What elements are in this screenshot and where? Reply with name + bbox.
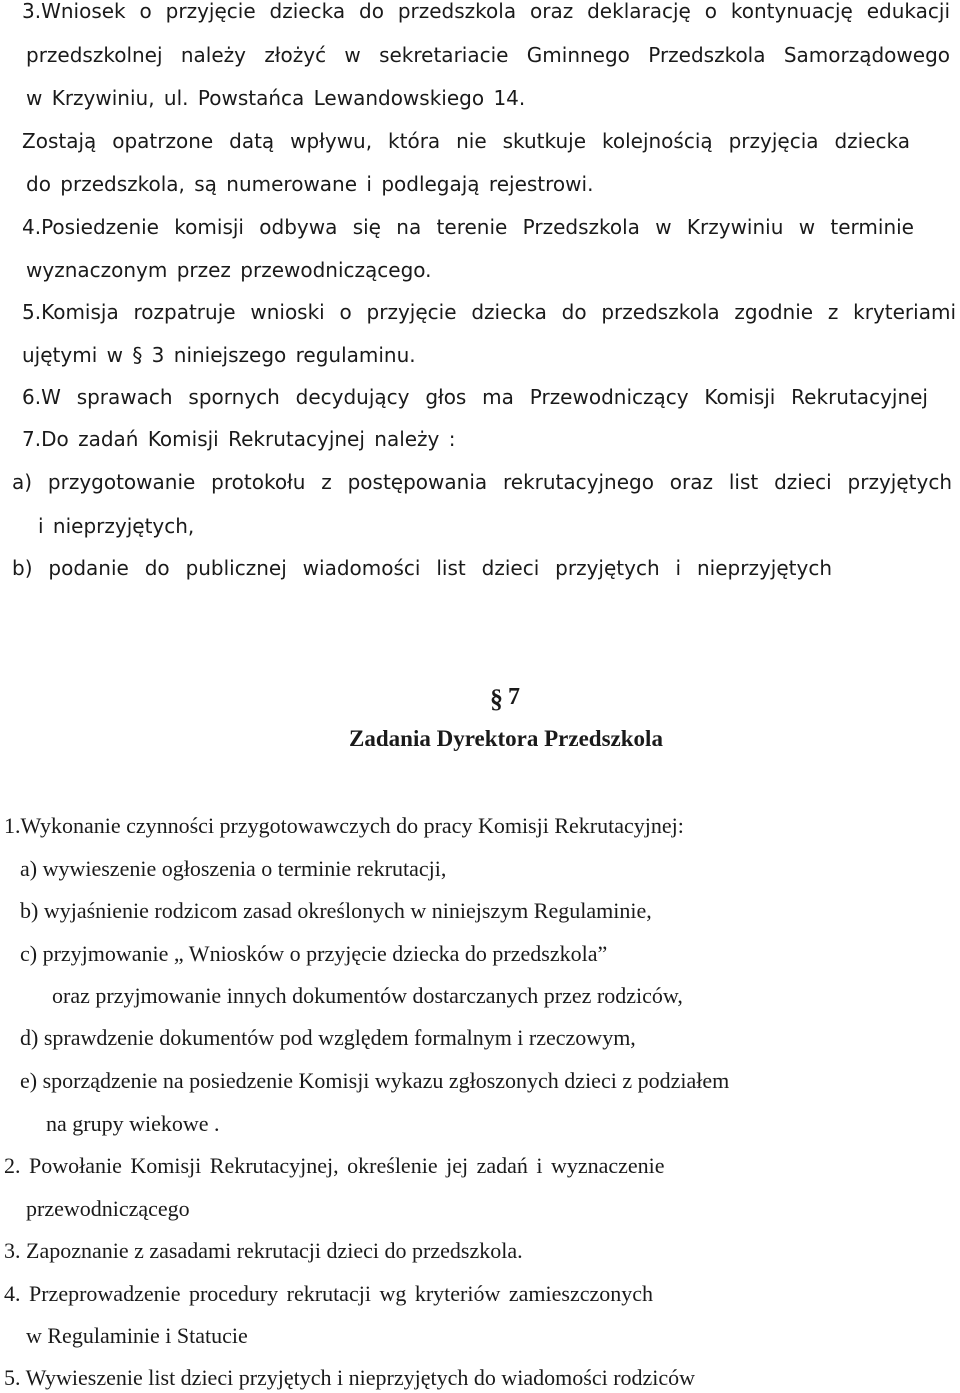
item5-line1: 5.Komisja rozpatruje wnioski o przyjęcie dziecka do przedszkola zgodnie z kryteriami <box>22 300 956 324</box>
b-item1-d: d) sprawdzenie dokumentów pod względem formalnym i rzeczowym, <box>20 1025 636 1050</box>
b-item2-line1: 2. Powołanie Komisji Rekrutacyjnej, określenie jej zadań i wyznaczenie <box>4 1153 665 1178</box>
item3-line4: Zostają opatrzone datą wpływu, która nie skutkuje kolejnością przyjęcia dziecka <box>22 129 910 153</box>
item3-line2: przedszkolnej należy złożyć w sekretariacie Gminnego Przedszkola Samorządowego <box>26 43 950 67</box>
b-item1-e-line2: na grupy wiekowe . <box>46 1111 220 1136</box>
item7-line1: 7.Do zadań Komisji Rekrutacyjnej należy : <box>22 427 456 451</box>
b-item1-c-line1: c) przyjmowanie „ Wniosków o przyjęcie dziecka do przedszkola” <box>20 941 608 966</box>
b-item2-line2: przewodniczącego <box>26 1196 190 1221</box>
item4-line1: 4.Posiedzenie komisji odbywa się na terenie Przedszkola w Krzywiniu w terminie <box>22 215 914 239</box>
item4-line2: wyznaczonym przez przewodniczącego. <box>26 258 432 282</box>
item3-line3: w Krzywiniu, ul. Powstańca Lewandowskiego 14. <box>26 86 526 110</box>
b-item4-line2: w Regulaminie i Statucie <box>26 1323 248 1348</box>
item3-line1: 3.Wniosek o przyjęcie dziecka do przedszkola oraz deklarację o kontynuację edukacji <box>22 0 950 23</box>
b-item1-c-line2: oraz przyjmowanie innych dokumentów dostarczanych przez rodziców, <box>52 983 683 1008</box>
b-item4-line1: 4. Przeprowadzenie procedury rekrutacji wg kryteriów zamieszczonych <box>4 1281 653 1306</box>
b-item1-line1: 1.Wykonanie czynności przygotowawczych do pracy Komisji Rekrutacyjnej: <box>4 813 684 838</box>
item7-a-line2: i nieprzyjętych, <box>38 514 195 538</box>
b-item5: 5. Wywieszenie list dzieci przyjętych i nieprzyjętych do wiadomości rodziców <box>4 1365 696 1390</box>
section-number: 7 <box>508 684 520 710</box>
item6: 6.W sprawach spornych decydujący głos ma Przewodniczący Komisji Rekrutacyjnej <box>22 385 928 409</box>
item7-b-line1: b) podanie do publicznej wiadomości list dzieci przyjętych i nieprzyjętych <box>12 556 832 580</box>
section-sign: § <box>490 684 503 713</box>
item7-a-line1: a) przygotowanie protokołu z postępowania rekrutacyjnego oraz list dzieci przyjętych <box>12 470 952 494</box>
section-title: Zadania Dyrektora Przedszkola <box>349 726 663 751</box>
b-item3: 3. Zapoznanie z zasadami rekrutacji dzieci do przedszkola. <box>4 1238 523 1263</box>
b-item1-a: a) wywieszenie ogłoszenia o terminie rekrutacji, <box>20 856 447 881</box>
item3-line5: do przedszkola, są numerowane i podlegają rejestrowi. <box>26 172 594 196</box>
item5-line2: ujętymi w § 3 niniejszego regulaminu. <box>22 343 416 367</box>
b-item1-e-line1: e) sporządzenie na posiedzenie Komisji wykazu zgłoszonych dzieci z podziałem <box>20 1068 730 1093</box>
b-item1-b: b) wyjaśnienie rodzicom zasad określonych w niniejszym Regulaminie, <box>20 898 652 923</box>
